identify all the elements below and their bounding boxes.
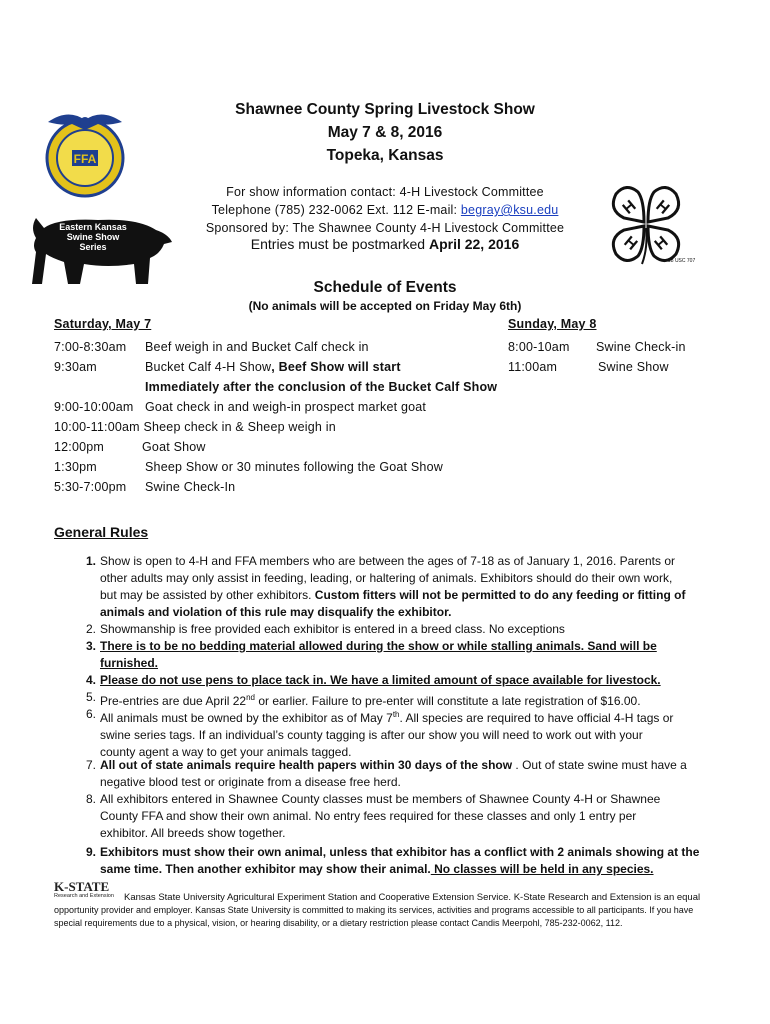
schedule-row: Immediately after the conclusion of the Bucket Calf Show: [145, 380, 498, 394]
rule-item: 1. Show is open to 4-H and FFA members who are between the ages of 7-18 as of January 1, 2016. Parents or other adults may only assist in feeding, leading, or haltering of animals. Exhibitors should do their own work, but may be assisted by other exhibitors. Custom fitters will not be permitted to do any feeding or fitting of animals and violation of this rule may disqualify the exhibitor.: [85, 554, 686, 619]
rule-item: 7. All out of state animals require health papers within 30 days of the show . Out of state swine must have a negative blood test or originate from a disease free herd.: [85, 758, 687, 789]
schedule-heading: Schedule of Events: [313, 279, 457, 296]
schedule-row: 7:00-8:30am Beef weigh in and Bucket Calf check in: [54, 340, 369, 354]
footer-line1: Kansas State University Agricultural Experiment Station and Cooperative Extension Service. K-State Research and Extension is an equal: [124, 892, 701, 903]
entries-date: April 22, 2016: [428, 236, 520, 252]
saturday-heading: Saturday, May 7: [54, 317, 152, 331]
schedule-row: 9:00-10:00am Goat check in and weigh-in prospect market goat: [54, 400, 427, 414]
kstate-logo-main: K-STATE: [54, 879, 110, 894]
svg-text:H: H: [620, 233, 641, 254]
kstate-logo-sub: Research and Extension: [54, 893, 114, 899]
schedule-note: (No animals will be accepted on Friday May 6th): [248, 299, 522, 313]
footer-line2: opportunity provider and employer. Kansas State University is committed to making its services, activities and programs accessible to all participants. If you have: [54, 905, 694, 915]
rule-item: 3. There is to be no bedding material allowed during the show or while stalling animals. Sand will be furnished.: [85, 639, 657, 670]
sunday-heading: Sunday, May 8: [508, 317, 597, 331]
schedule-row: 9:30am Bucket Calf 4-H Show, Beef Show will start: [54, 360, 401, 374]
schedule-row: 5:30-7:00pm Swine Check-In: [54, 480, 236, 494]
contact-line: For show information contact: 4-H Livestock Committee: [226, 185, 544, 199]
rule-item: 2. Showmanship is free provided each exhibitor is entered in a breed class. No exceptions: [85, 622, 565, 636]
rule-item: 8. All exhibitors entered in Shawnee County classes must be members of Shawnee County 4-H or Shawnee County FFA and show their own animal. No entry fees required for these classes and only 1 entry per exhibitor. All breeds show together.: [85, 792, 661, 840]
schedule-row: 10:00-11:00am Sheep check in & Sheep weigh in: [54, 420, 336, 434]
kstate-logo: [54, 880, 114, 900]
schedule-row: 11:00am Swine Show: [508, 360, 669, 374]
sponsor-line: Sponsored by: The Shawnee County 4-H Livestock Committee: [205, 221, 565, 235]
show-dates: May 7 & 8, 2016: [327, 124, 443, 141]
footer-line3: special requirements due to a physical, vision, or hearing disability, or a dietary restriction please contact Candis Meerpohl, 785-232-0062, 112.: [54, 918, 623, 928]
ffa-text: FFA: [73, 152, 97, 166]
phone-line: Telephone (785) 232-0062 Ext. 112 E-mail: begray@ksu.edu: [211, 203, 559, 217]
svg-text:H: H: [651, 233, 672, 254]
clover-note: 18 USC 707: [668, 258, 696, 264]
pig-logo-line3: Series: [79, 242, 107, 252]
schedule-row: 12:00pm Goat Show: [54, 440, 206, 454]
rule-item: 5. Pre-entries are due April 22nd or earlier. Failure to pre-enter will constitute a late registration of $16.00.: [85, 690, 641, 708]
rule-item: 4. Please do not use pens to place tack in. We have a limited amount of space available for livestock.: [85, 673, 661, 687]
email-link[interactable]: begray@ksu.edu: [460, 203, 559, 217]
rule-item: 9. Exhibitors must show their own animal, unless that exhibitor has a conflict with 2 animals showing at the same time. Then another exhibitor may show their animal. No classes will be held in any species.: [85, 845, 700, 876]
saturday-schedule: [54, 337, 514, 497]
show-location: Topeka, Kansas: [326, 147, 444, 164]
sunday-schedule: [508, 337, 728, 377]
show-title: Shawnee County Spring Livestock Show: [235, 101, 535, 118]
pig-logo-line1: Eastern Kansas: [59, 222, 127, 232]
rules-heading: General Rules: [54, 524, 149, 540]
schedule-row: 8:00-10am Swine Check-in: [508, 340, 686, 354]
pig-logo-line2: Swine Show: [66, 232, 120, 242]
entries-line: Entries must be postmarked April 22, 2016: [250, 236, 520, 252]
rule-item: 6. All animals must be owned by the exhibitor as of May 7th. All species are required to have official 4-H tags or swine series tags. If an individual’s county tagging is after our show you will need to work out with your county agent a way to get your animals tagged.: [85, 707, 674, 759]
svg-text:H: H: [619, 197, 640, 218]
schedule-row: 1:30pm Sheep Show or 30 minutes following the Goat Show: [54, 460, 443, 474]
svg-text:H: H: [652, 197, 673, 218]
